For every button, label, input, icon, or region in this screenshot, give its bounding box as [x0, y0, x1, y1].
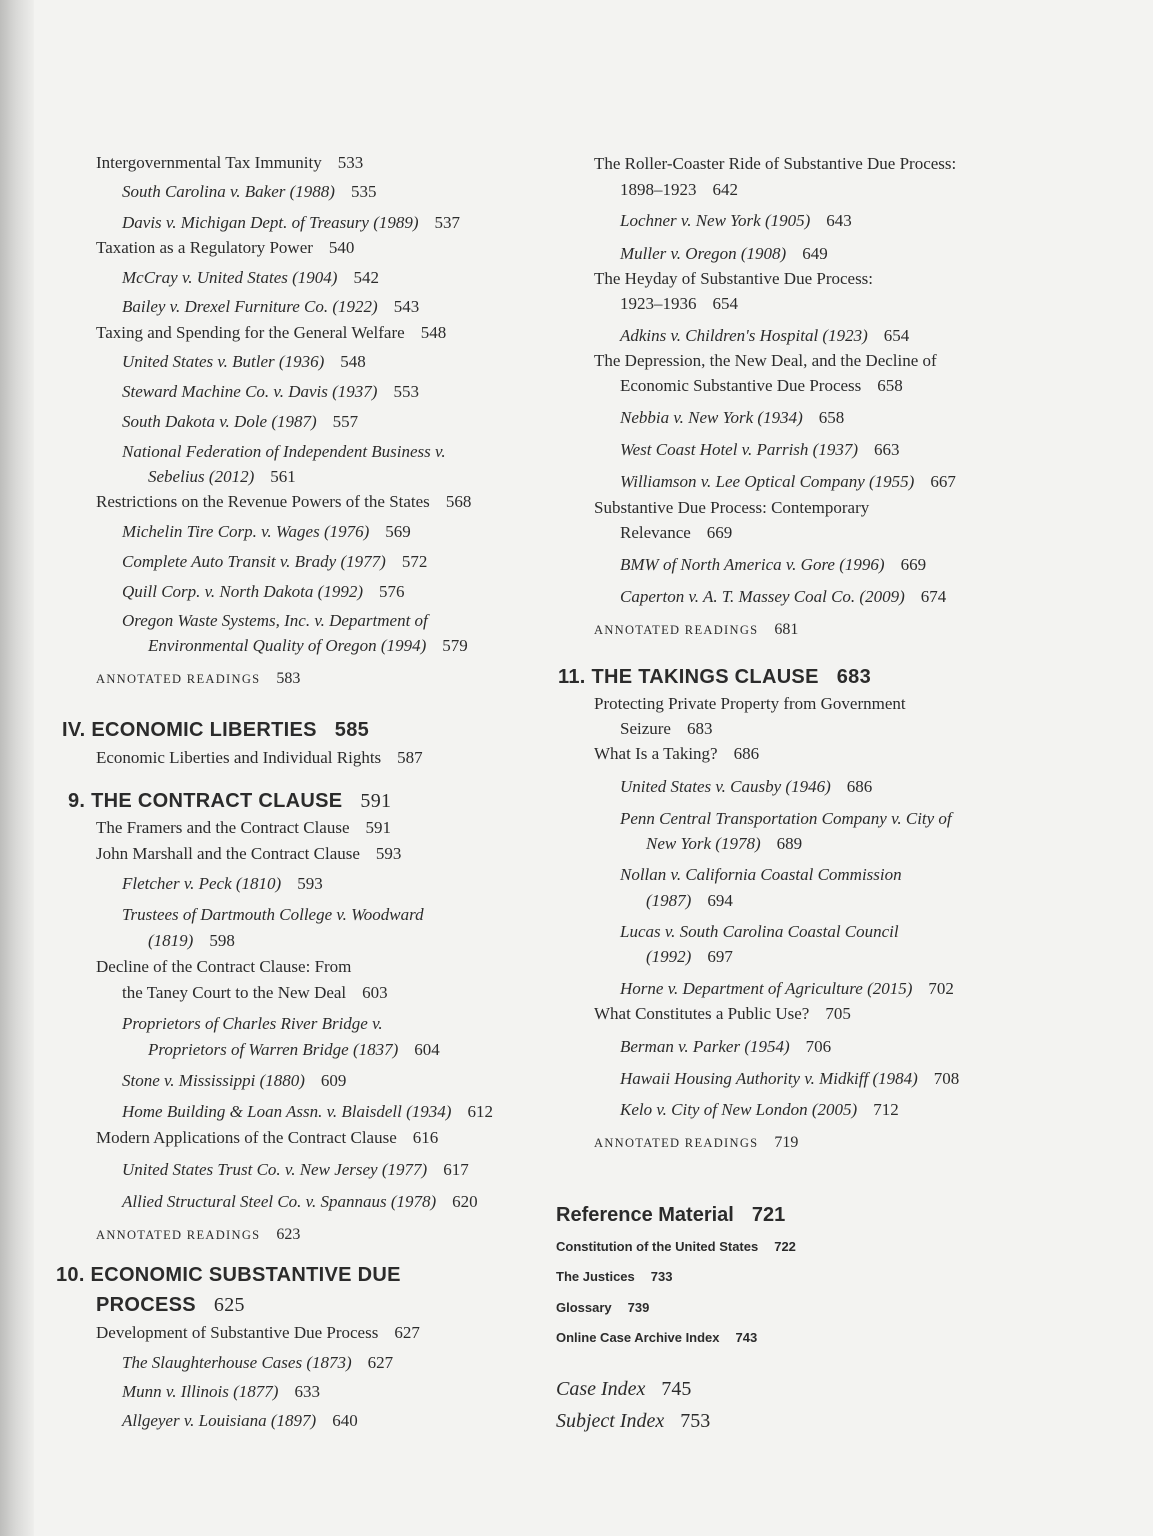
toc-case: (1992) 697: [646, 947, 733, 966]
toc-case: Kelo v. City of New London (2005) 712: [620, 1100, 899, 1119]
toc-case: United States v. Butler (1936) 548: [122, 352, 366, 371]
annotated-readings: ANNOTATED READINGS 583: [96, 670, 301, 687]
toc-entry: Substantive Due Process: Contemporary: [594, 498, 870, 517]
toc-case: Hawaii Housing Authority v. Midkiff (1984) 708: [620, 1069, 960, 1088]
toc-case: South Dakota v. Dole (1987) 557: [122, 412, 359, 431]
toc-entry: Restrictions on the Revenue Powers of the States 568: [96, 492, 472, 511]
toc-case: McCray v. United States (1904) 542: [122, 268, 379, 287]
reference-entry: Online Case Archive Index 743: [556, 1330, 758, 1345]
toc-entry: Development of Substantive Due Process 627: [96, 1323, 420, 1342]
toc-case: Oregon Waste Systems, Inc. v. Department of: [122, 611, 428, 630]
toc-case: Home Building & Loan Assn. v. Blaisdell (1934) 612: [122, 1102, 493, 1121]
toc-entry: What Is a Taking? 686: [594, 744, 760, 763]
reference-entry: Constitution of the United States 722: [556, 1239, 796, 1254]
toc-case: West Coast Hotel v. Parrish (1937) 663: [620, 440, 900, 459]
part-heading: IV. ECONOMIC LIBERTIES 585: [62, 719, 370, 741]
toc-entry: Intergovernmental Tax Immunity 533: [96, 153, 364, 172]
toc-case: Lucas v. South Carolina Coastal Council: [620, 922, 899, 941]
annotated-readings: ANNOTATED READINGS 623: [96, 1226, 301, 1243]
toc-case: Allied Structural Steel Co. v. Spannaus (1978) 620: [122, 1192, 478, 1211]
toc-entry: 1898–1923 642: [620, 180, 738, 199]
reference-entry: Glossary 739: [556, 1300, 650, 1315]
toc-case: Quill Corp. v. North Dakota (1992) 576: [122, 582, 405, 601]
toc-case: Lochner v. New York (1905) 643: [620, 211, 852, 230]
toc-entry: Taxing and Spending for the General Welfare 548: [96, 323, 447, 342]
toc-entry: Protecting Private Property from Government: [594, 694, 906, 713]
reference-material-heading: Reference Material 721: [556, 1204, 786, 1226]
toc-entry: Seizure 683: [620, 719, 713, 738]
toc-case: Sebelius (2012) 561: [148, 467, 296, 486]
toc-case: Caperton v. A. T. Massey Coal Co. (2009) 674: [620, 587, 947, 606]
toc-entry: Taxation as a Regulatory Power 540: [96, 238, 355, 257]
toc-entry: The Framers and the Contract Clause 591: [96, 818, 392, 837]
toc-entry: The Heyday of Substantive Due Process:: [594, 269, 874, 288]
toc-case: Davis v. Michigan Dept. of Treasury (1989) 537: [122, 213, 461, 232]
toc-case: National Federation of Independent Business v.: [122, 442, 446, 461]
chapter-heading-cont: PROCESS 625: [96, 1294, 245, 1316]
toc-entry: Relevance 669: [620, 523, 733, 542]
book-spine-shadow: [0, 0, 34, 1536]
toc-case: Complete Auto Transit v. Brady (1977) 572: [122, 552, 428, 571]
toc-case: (1987) 694: [646, 891, 733, 910]
toc-case: Williamson v. Lee Optical Company (1955) 667: [620, 472, 956, 491]
toc-case: South Carolina v. Baker (1988) 535: [122, 182, 377, 201]
toc-case: Proprietors of Charles River Bridge v.: [122, 1014, 383, 1033]
toc-entry: the Taney Court to the New Deal 603: [122, 983, 388, 1002]
toc-case: United States v. Causby (1946) 686: [620, 777, 873, 796]
toc-case: Steward Machine Co. v. Davis (1937) 553: [122, 382, 419, 401]
toc-entry: The Depression, the New Deal, and the Decline of: [594, 351, 937, 370]
chapter-heading: 10. ECONOMIC SUBSTANTIVE DUE: [56, 1264, 401, 1286]
toc-entry: John Marshall and the Contract Clause 593: [96, 844, 402, 863]
toc-case: Horne v. Department of Agriculture (2015) 702: [620, 979, 954, 998]
toc-entry: Economic Liberties and Individual Rights 587: [96, 748, 423, 767]
toc-case: Adkins v. Children's Hospital (1923) 654: [620, 326, 910, 345]
toc-entry: The Roller-Coaster Ride of Substantive Due Process:: [594, 154, 957, 173]
toc-case: Michelin Tire Corp. v. Wages (1976) 569: [122, 522, 411, 541]
toc-case: Munn v. Illinois (1877) 633: [122, 1382, 320, 1401]
toc-case: (1819) 598: [148, 931, 235, 950]
toc-entry: 1923–1936 654: [620, 294, 738, 313]
toc-case: Muller v. Oregon (1908) 649: [620, 244, 828, 263]
toc-case: The Slaughterhouse Cases (1873) 627: [122, 1353, 394, 1372]
chapter-heading: 11. THE TAKINGS CLAUSE 683: [558, 666, 871, 688]
reference-entry: The Justices 733: [556, 1269, 673, 1284]
case-index-entry: Case Index 745: [556, 1378, 692, 1400]
toc-case: Trustees of Dartmouth College v. Woodward: [122, 905, 424, 924]
toc-entry: Decline of the Contract Clause: From: [96, 957, 352, 976]
annotated-readings: ANNOTATED READINGS 681: [594, 621, 799, 638]
chapter-heading: 9. THE CONTRACT CLAUSE 591: [68, 790, 392, 812]
toc-case: Berman v. Parker (1954) 706: [620, 1037, 832, 1056]
toc-entry: Modern Applications of the Contract Clause 616: [96, 1128, 439, 1147]
toc-case: Stone v. Mississippi (1880) 609: [122, 1071, 347, 1090]
toc-entry: What Constitutes a Public Use? 705: [594, 1004, 851, 1023]
toc-case: Fletcher v. Peck (1810) 593: [122, 874, 323, 893]
toc-case: New York (1978) 689: [646, 834, 803, 853]
toc-case: Penn Central Transportation Company v. City of: [620, 809, 952, 828]
toc-case: Bailey v. Drexel Furniture Co. (1922) 543: [122, 297, 420, 316]
toc-case: Allgeyer v. Louisiana (1897) 640: [122, 1411, 358, 1430]
toc-case: Environmental Quality of Oregon (1994) 579: [148, 636, 468, 655]
toc-case: Proprietors of Warren Bridge (1837) 604: [148, 1040, 440, 1059]
subject-index-entry: Subject Index 753: [556, 1410, 711, 1432]
toc-case: United States Trust Co. v. New Jersey (1977) 617: [122, 1160, 469, 1179]
toc-entry: Economic Substantive Due Process 658: [620, 376, 903, 395]
toc-case: Nollan v. California Coastal Commission: [620, 865, 902, 884]
toc-case: Nebbia v. New York (1934) 658: [620, 408, 845, 427]
toc-case: BMW of North America v. Gore (1996) 669: [620, 555, 927, 574]
annotated-readings: ANNOTATED READINGS 719: [594, 1134, 799, 1151]
